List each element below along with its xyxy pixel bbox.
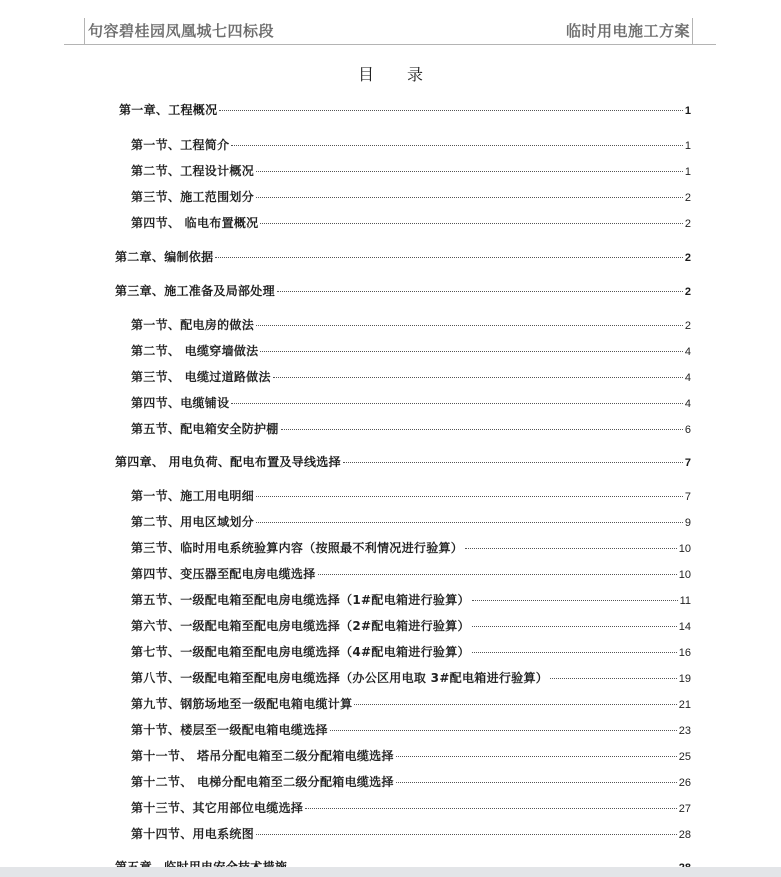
toc-section-entry[interactable]: [131, 773, 691, 791]
toc-entry-label: 第十节、楼层至一级配电箱电缆选择: [131, 723, 328, 737]
toc-section-entry[interactable]: [131, 188, 691, 206]
toc-dot-leader: [256, 325, 683, 326]
toc-entry-label: 第九节、钢筋场地至一级配电箱电缆计算: [131, 697, 353, 711]
toc-dot-leader: [256, 522, 683, 523]
toc-entry-label: 第四章、 用电负荷、配电布置及导线选择: [115, 455, 341, 469]
toc-page-number: 1: [684, 140, 691, 152]
toc-page-number: 28: [678, 829, 691, 841]
toc-dot-leader: [231, 145, 682, 146]
toc-section-entry[interactable]: [131, 539, 691, 557]
toc-page-number: 14: [678, 621, 691, 633]
toc-entry-label: 第二章、编制依据: [115, 250, 214, 264]
toc-entry-label: 第二节、用电区域划分: [131, 515, 255, 529]
toc-dot-leader: [343, 462, 683, 463]
toc-dot-leader: [215, 257, 682, 258]
toc-entry-label: 第一节、工程简介: [131, 138, 230, 152]
toc-section-entry[interactable]: [131, 394, 691, 412]
toc-section-entry[interactable]: [131, 214, 691, 232]
toc-section-entry[interactable]: [131, 487, 691, 505]
toc-dot-leader: [277, 291, 683, 292]
toc-entry-label: 第一节、施工用电明细: [131, 489, 255, 503]
toc-dot-leader: [354, 704, 676, 705]
toc-page-number: 4: [684, 372, 691, 384]
toc-page-number: 6: [684, 424, 691, 436]
toc-dot-leader: [472, 626, 677, 627]
toc-chapter-entry[interactable]: [115, 453, 691, 471]
toc-page-number: 2: [684, 286, 691, 298]
toc-page-number: 21: [678, 699, 691, 711]
toc-entry-label: 第五节、一级配电箱至配电房电缆选择（1#配电箱进行验算）: [131, 593, 470, 607]
toc-section-entry[interactable]: [131, 669, 691, 687]
toc-page-number: 2: [684, 218, 691, 230]
toc-page-number: 9: [684, 517, 691, 529]
toc-entry-label: 第三节、临时用电系统验算内容（按照最不利情况进行验算）: [131, 541, 464, 555]
toc-entry-label: 第十四节、用电系统图: [131, 827, 255, 841]
toc-entry-label: 第十三节、其它用部位电缆选择: [131, 801, 304, 815]
toc-chapter-entry[interactable]: [115, 282, 691, 300]
toc-entry-label: 第十一节、 塔吊分配电箱至二级分配箱电缆选择: [131, 749, 394, 763]
toc-dot-leader: [396, 782, 677, 783]
toc-entry-label: 第二节、工程设计概况: [131, 164, 255, 178]
toc-page-number: 4: [684, 346, 691, 358]
toc-section-entry[interactable]: [131, 617, 691, 635]
toc-section-entry[interactable]: [131, 136, 691, 154]
toc-page-number: 25: [678, 751, 691, 763]
toc-dot-leader: [260, 223, 682, 224]
toc-dot-leader: [256, 197, 683, 198]
toc-entry-label: 第七节、一级配电箱至配电房电缆选择（4#配电箱进行验算）: [131, 645, 470, 659]
toc-page-number: 19: [678, 673, 691, 685]
toc-dot-leader: [256, 171, 683, 172]
toc-section-entry[interactable]: [131, 643, 691, 661]
toc-page-number: 10: [678, 569, 691, 581]
toc-section-entry[interactable]: [131, 695, 691, 713]
toc-page-number: 1: [684, 105, 691, 117]
toc-section-entry[interactable]: [131, 799, 691, 817]
toc-page-number: 11: [679, 595, 691, 607]
header-project-name: 句容碧桂园凤凰城七四标段: [88, 22, 275, 40]
toc-entry-label: 第四节、电缆铺设: [131, 396, 230, 410]
toc-dot-leader: [281, 429, 683, 430]
toc-entry-label: 第六节、一级配电箱至配电房电缆选择（2#配电箱进行验算）: [131, 619, 470, 633]
toc-entry-label: 第一章、工程概况: [119, 103, 218, 117]
toc-entry-label: 第十二节、 电梯分配电箱至二级分配箱电缆选择: [131, 775, 394, 789]
toc-entry-label: 第五节、配电箱安全防护棚: [131, 422, 279, 436]
toc-page-number: 2: [684, 192, 691, 204]
toc-section-entry[interactable]: [131, 825, 691, 843]
toc-page-number: 7: [684, 491, 691, 503]
toc-entry-label: 第三节、 电缆过道路做法: [131, 370, 271, 384]
toc-entry-label: 第二节、 电缆穿墙做法: [131, 344, 259, 358]
toc-entry-label: 第三章、施工准备及局部处理: [115, 284, 275, 298]
toc-page-number: 4: [684, 398, 691, 410]
toc-dot-leader: [231, 403, 682, 404]
toc-entry-label: 第八节、一级配电箱至配电房电缆选择（办公区用电取 3#配电箱进行验算）: [131, 671, 549, 685]
toc-dot-leader: [260, 351, 682, 352]
toc-section-entry[interactable]: [131, 162, 691, 180]
toc-section-entry[interactable]: [131, 420, 691, 438]
toc-section-entry[interactable]: [131, 368, 691, 386]
toc-dot-leader: [305, 808, 677, 809]
toc-page-number: 26: [678, 777, 691, 789]
toc-section-entry[interactable]: [131, 342, 691, 360]
toc-page-number: 27: [678, 803, 691, 815]
toc-entry-label: 第四节、 临电布置概况: [131, 216, 259, 230]
toc-dot-leader: [256, 834, 677, 835]
toc-section-entry[interactable]: [131, 721, 691, 739]
toc-dot-leader: [256, 496, 683, 497]
toc-dot-leader: [318, 574, 677, 575]
toc-section-entry[interactable]: [131, 565, 691, 583]
toc-dot-leader: [330, 730, 677, 731]
page-gap: [0, 867, 781, 877]
toc-chapter-entry[interactable]: [115, 248, 691, 266]
toc-page-number: 10: [678, 543, 691, 555]
toc-section-entry[interactable]: [131, 513, 691, 531]
toc-section-entry[interactable]: [131, 316, 691, 334]
toc-page-number: 2: [684, 252, 691, 264]
toc-dot-leader: [396, 756, 677, 757]
toc-section-entry[interactable]: [131, 591, 691, 609]
toc-dot-leader: [472, 652, 677, 653]
toc-chapter-entry[interactable]: [119, 101, 691, 119]
toc-page-number: 23: [678, 725, 691, 737]
toc-dot-leader: [273, 377, 683, 378]
toc-dot-leader: [465, 548, 677, 549]
toc-title: 目 录: [357, 65, 438, 84]
toc-dot-leader: [550, 678, 677, 679]
header-document-title: 临时用电施工方案: [565, 22, 690, 40]
toc-page-number: 16: [678, 647, 691, 659]
toc-entry-label: 第三节、施工范围划分: [131, 190, 255, 204]
toc-dot-leader: [472, 600, 678, 601]
toc-page-number: 2: [684, 320, 691, 332]
toc-dot-leader: [219, 110, 682, 111]
toc-entry-label: 第一节、配电房的做法: [131, 318, 255, 332]
toc-page-number: 1: [684, 166, 691, 178]
toc-page-number: 7: [684, 457, 691, 469]
toc-entry-label: 第四节、变压器至配电房电缆选择: [131, 567, 316, 581]
toc-section-entry[interactable]: [131, 747, 691, 765]
